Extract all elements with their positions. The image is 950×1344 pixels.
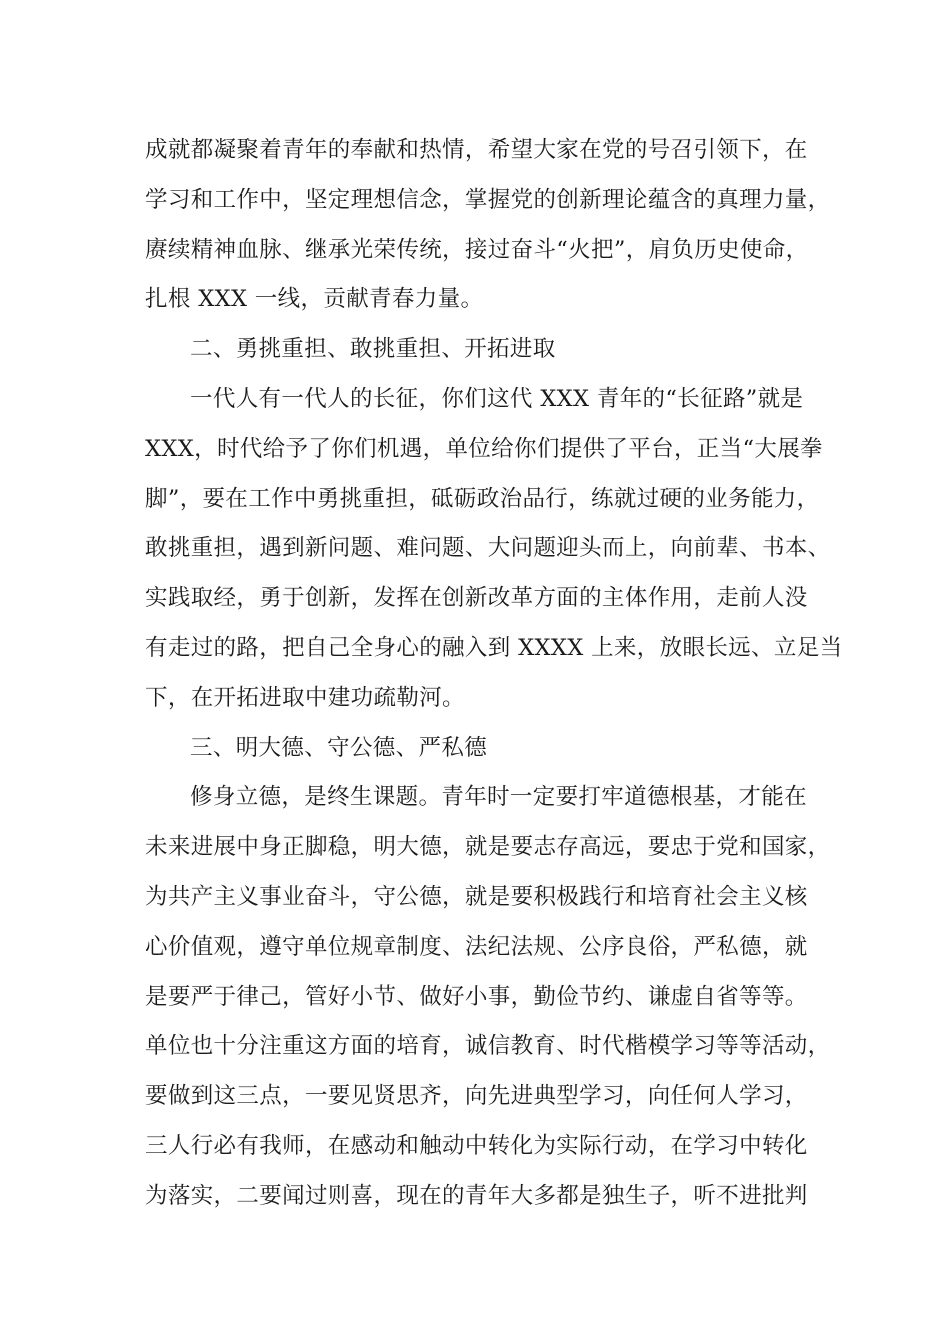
body-line: 单位也十分注重这方面的培育，诚信教育、时代楷模学习等等活动，	[145, 1033, 831, 1060]
body-line: 敢挑重担，遇到新问题、难问题、大问题迎头而上，向前辈、书本、	[145, 535, 831, 562]
body-line: 未来进展中身正脚稳，明大德，就是要志存高远，要忠于党和国家，	[145, 834, 831, 861]
body-line: 赓续精神血脉、继承光荣传统，接过奋斗“火把”，肩负历史使命，	[145, 236, 809, 263]
body-line: 为共产主义事业奋斗，守公德，就是要积极践行和培育社会主义核	[145, 883, 808, 910]
body-line: 有走过的路，把自己全身心的融入到 XXXX 上来，放眼长远、立足当	[145, 634, 843, 661]
body-line: 实践取经，勇于创新，发挥在创新改革方面的主体作用，走前人没	[145, 585, 808, 612]
section-heading-2: 二、勇挑重担、敢挑重担、开拓进取	[190, 336, 556, 363]
body-line: 心价值观，遵守单位规章制度、法纪法规、公序良俗，严私德，就	[145, 933, 808, 960]
body-line: 脚”，要在工作中勇挑重担，砥砺政治品行，练就过硬的业务能力，	[145, 485, 820, 512]
body-line: XXX，时代给予了你们机遇，单位给你们提供了平台，正当“大展拳	[145, 435, 823, 462]
body-line: 为落实，二要闻过则喜，现在的青年大多都是独生子，听不进批判	[145, 1182, 808, 1209]
document-body	[145, 126, 843, 1222]
body-line: 学习和工作中，坚定理想信念，掌握党的创新理论蕴含的真理力量，	[145, 186, 831, 213]
body-line: 要做到这三点，一要见贤思齐，向先进典型学习，向任何人学习，	[145, 1083, 808, 1110]
section-heading-3: 三、明大德、守公德、严私德	[190, 734, 488, 761]
body-line: 下，在开拓进取中建功疏勒河。	[145, 684, 465, 711]
paragraph-first-line: 修身立德，是终生课题。青年时一定要打牢道德根基，才能在	[190, 784, 807, 811]
body-line: 成就都凝聚着青年的奉献和热情，希望大家在党的号召引领下，在	[145, 137, 808, 163]
body-line: 是要严于律己，管好小节、做好小事，勤俭节约、谦虚自省等等。	[145, 983, 808, 1010]
paragraph-first-line: 一代人有一代人的长征，你们这代 XXX 青年的“长征路”就是	[190, 385, 804, 412]
body-line: 三人行必有我师，在感动和触动中转化为实际行动，在学习中转化	[145, 1132, 808, 1159]
body-line: 扎根 XXX 一线，贡献青春力量。	[145, 286, 484, 313]
